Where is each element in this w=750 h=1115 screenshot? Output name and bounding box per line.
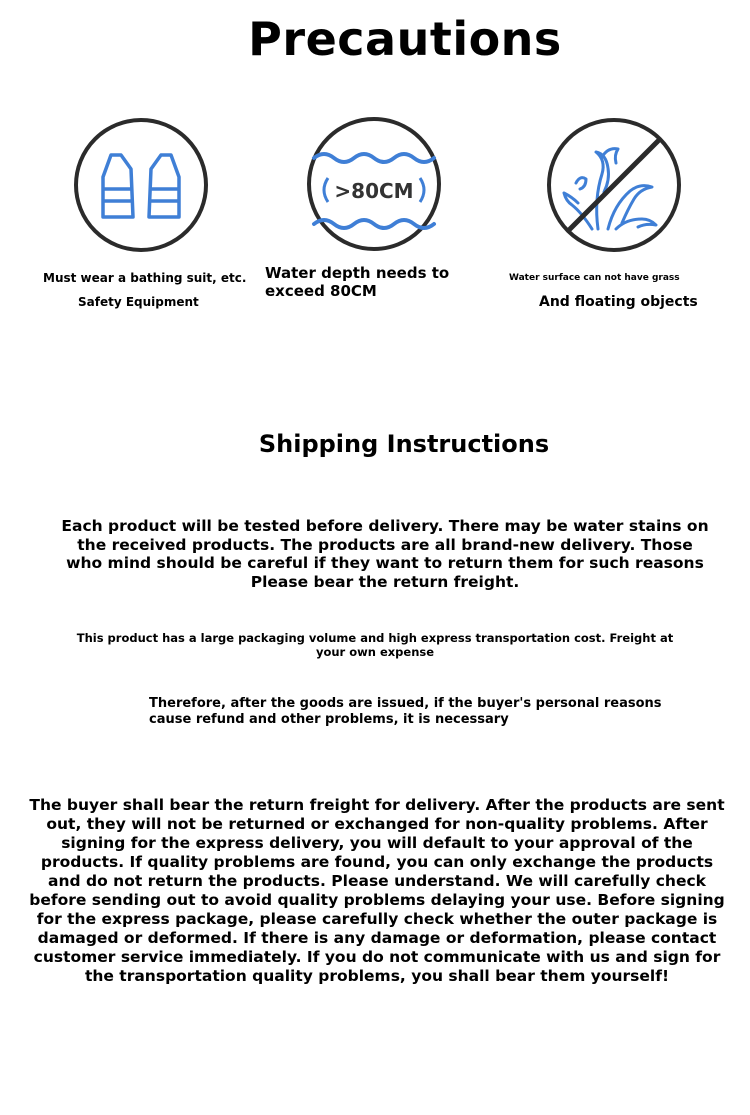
shipping-paragraph-2: This product has a large packaging volume and high express transportation cost. Freight at your own expense [76, 631, 674, 659]
shipping-paragraph-4: The buyer shall bear the return freight for delivery. After the products are sent out, they will not be returned or exchanged for non-quality problems. After signing for the express delivery, you will default to your approval of the products. If quality problems are found, you can only exchange the products and do not return the products. Please understand. We will carefully check before sending out to avoid quality problems delaying your use. Before signing for the express package, please carefully check whether the outer package is damaged or deformed. If there is any damage or deformation, please contact customer service immediately. If you do not communicate with us and sign for the transportation quality problems, you shall bear them yourself! [29, 796, 725, 985]
shipping-paragraph-1: Each product will be tested before delivery. There may be water stains on the received products. The products are all brand-new delivery. Those who mind should be careful if they want to return them for such reasons Please bear the return freight. [61, 517, 709, 591]
caption-safety-line2: Safety Equipment [78, 295, 199, 309]
caption-safety-line1: Must wear a bathing suit, etc. [43, 271, 247, 285]
caption-no-grass-line1: Water surface can not have grass [509, 273, 680, 283]
caption-no-grass-line2: And floating objects [539, 294, 698, 310]
shipping-paragraph-3: Therefore, after the goods are issued, if the buyer's personal reasons cause refund and other problems, it is necessary [149, 696, 662, 727]
caption-water-depth: Water depth needs to exceed 80CM [265, 264, 450, 300]
water-depth-icon [306, 116, 442, 252]
life-vest-icon [73, 117, 209, 253]
depth-label: >80CM [334, 179, 414, 203]
shipping-title: Shipping Instructions [258, 430, 550, 458]
no-grass-icon [546, 117, 682, 253]
precautions-title: Precautions [248, 12, 562, 66]
